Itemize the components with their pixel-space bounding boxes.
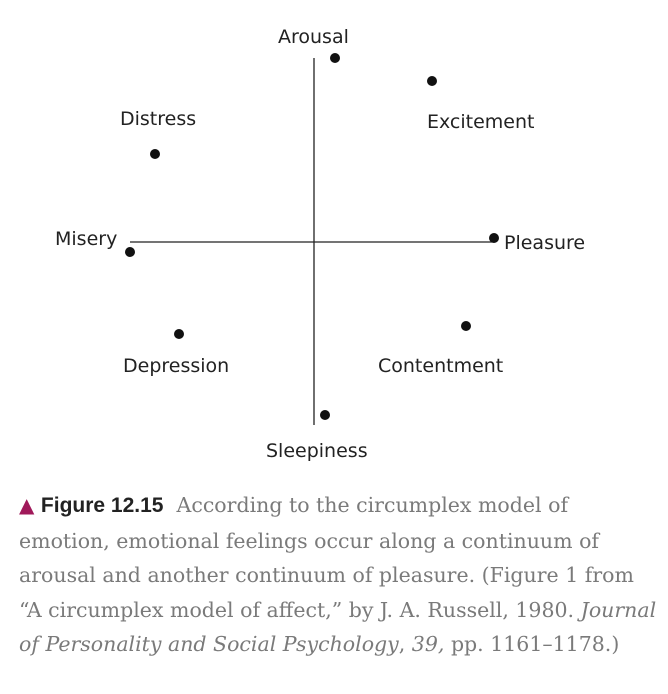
figure-number: Figure 12.15 [40,494,164,517]
dot-contentment [461,321,471,331]
dot-excitement [427,76,437,86]
triangle-marker-icon: ▲ [19,493,35,517]
label-arousal: Arousal [278,26,349,48]
label-depression: Depression [123,355,230,377]
label-excitement: Excitement [427,111,535,133]
caption-pages: pp. 1161–1178.) [450,632,620,656]
label-pleasure: Pleasure [504,232,586,254]
dot-depression [174,329,184,339]
label-sleepiness: Sleepiness [266,440,368,462]
label-contentment: Contentment [378,355,504,377]
caption-text: According to the circumplex model of emotion, emotional feelings occur along a continuum of arousal and another continuum of pleasure. (Figure 1 from “A circumplex model of affect,” by J. A. Russell, 1980. [19,493,634,622]
dot-arousal [330,53,340,63]
caption-journal: Journal of Personality and Social Psychology [19,597,657,656]
dot-distress [150,149,160,159]
dot-sleepiness [320,410,330,420]
dot-misery [125,247,135,257]
label-distress: Distress [120,108,197,130]
dot-pleasure [489,233,499,243]
caption-volume: 39, [411,632,445,656]
figure-caption: ▲ Figure 12.15 According to the circumplex model of emotion, emotional feelings occur along a continuum of arousal and another continuum of pleasure. (Figure 1 from “A circumplex model of affect,” by J. A. Russell, 1980. Journal of Personality and Social Psychology, 39, pp. 1161–1178.) [19,493,657,656]
label-misery: Misery [55,228,118,250]
